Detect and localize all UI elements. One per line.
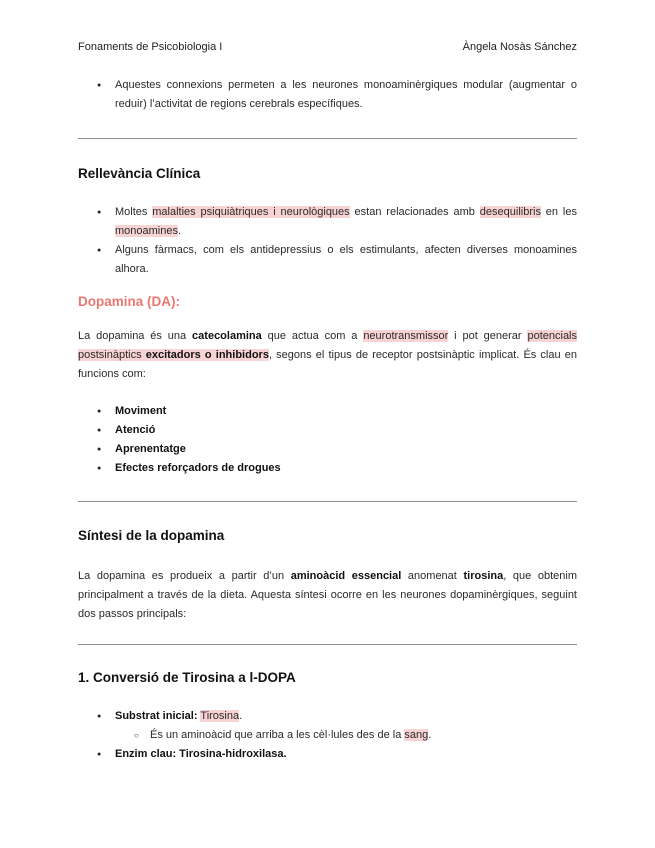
sintesi-paragraph: La dopamina es produeix a partir d’un aminoàcid essencial anomenat tirosina, que obtenim principalment a través de la dieta. Aquesta síntesi ocorre en les neurones dopaminèrgiques, seguint dos passos principals: <box>78 570 578 620</box>
list-item: ● Atenció <box>78 421 577 440</box>
list-item: ● Efectes reforçadors de drogues <box>78 459 577 478</box>
page-header <box>78 41 577 57</box>
intro-bullet: ● Aquestes connexions permeten a les neurones monoaminèrgiques modular (augmentar o reduir) l’activitat de regions cerebrals específiques. <box>78 76 577 114</box>
highlight: desequilibris <box>479 206 541 218</box>
section-dopamina <box>78 294 577 478</box>
header-course-title: Fonaments de Psicobiologia I <box>78 41 223 53</box>
intro-bullet-block <box>78 76 577 114</box>
section-title-dopamina: Dopamina (DA): <box>78 294 180 309</box>
highlight: malalties psiquiàtriques i neurològiques <box>152 206 350 218</box>
relevancia-bullet-1: ● Moltes malalties psiquiàtriques i neurològiques estan relacionades amb desequilibris en les monoamines. <box>78 203 577 241</box>
highlight: Tirosina <box>200 710 240 722</box>
list-item: ● Aprenentatge <box>78 440 577 459</box>
section-relevancia <box>78 166 577 279</box>
highlight: neurotransmissor <box>363 330 449 342</box>
section-sintesi <box>78 528 577 624</box>
divider <box>78 501 577 502</box>
highlight: sang <box>404 729 429 741</box>
dopamina-functions-list <box>78 402 577 478</box>
highlight: monoamines <box>115 225 178 237</box>
enzim-bullet: ● Enzim clau: Tirosina-hidroxilasa. <box>78 745 577 764</box>
dopamina-paragraph: La dopamina és una catecolamina que actua com a neurotransmissor i pot generar potencials postsinàptics excitadors o inhibidors, segons el tipus de receptor postsinàptic implicat. És clau en funcions com: <box>78 330 578 380</box>
substrat-bullet: ● Substrat inicial: Tirosina. <box>78 707 577 726</box>
relevancia-bullet-2: ● Alguns fàrmacs, com els antidepressius o els estimulants, afecten diverses monoamines alhora. <box>78 241 577 279</box>
divider <box>78 138 577 139</box>
highlight: potencials postsinàptics excitadors o inhibidors <box>78 330 578 361</box>
section-title-conversio: 1. Conversió de Tirosina a l-DOPA <box>78 670 296 685</box>
header-author: Àngela Nosàs Sánchez <box>462 41 577 53</box>
section-title-sintesi: Síntesi de la dopamina <box>78 528 225 543</box>
section-title-relevancia: Rellevància Clínica <box>78 166 201 181</box>
divider <box>78 644 577 645</box>
list-item: ● Moviment <box>78 402 577 421</box>
section-conversio <box>78 670 577 764</box>
substrat-sub-bullet: ○ És un aminoàcid que arriba a les cèl·lules des de la sang. <box>78 726 577 745</box>
